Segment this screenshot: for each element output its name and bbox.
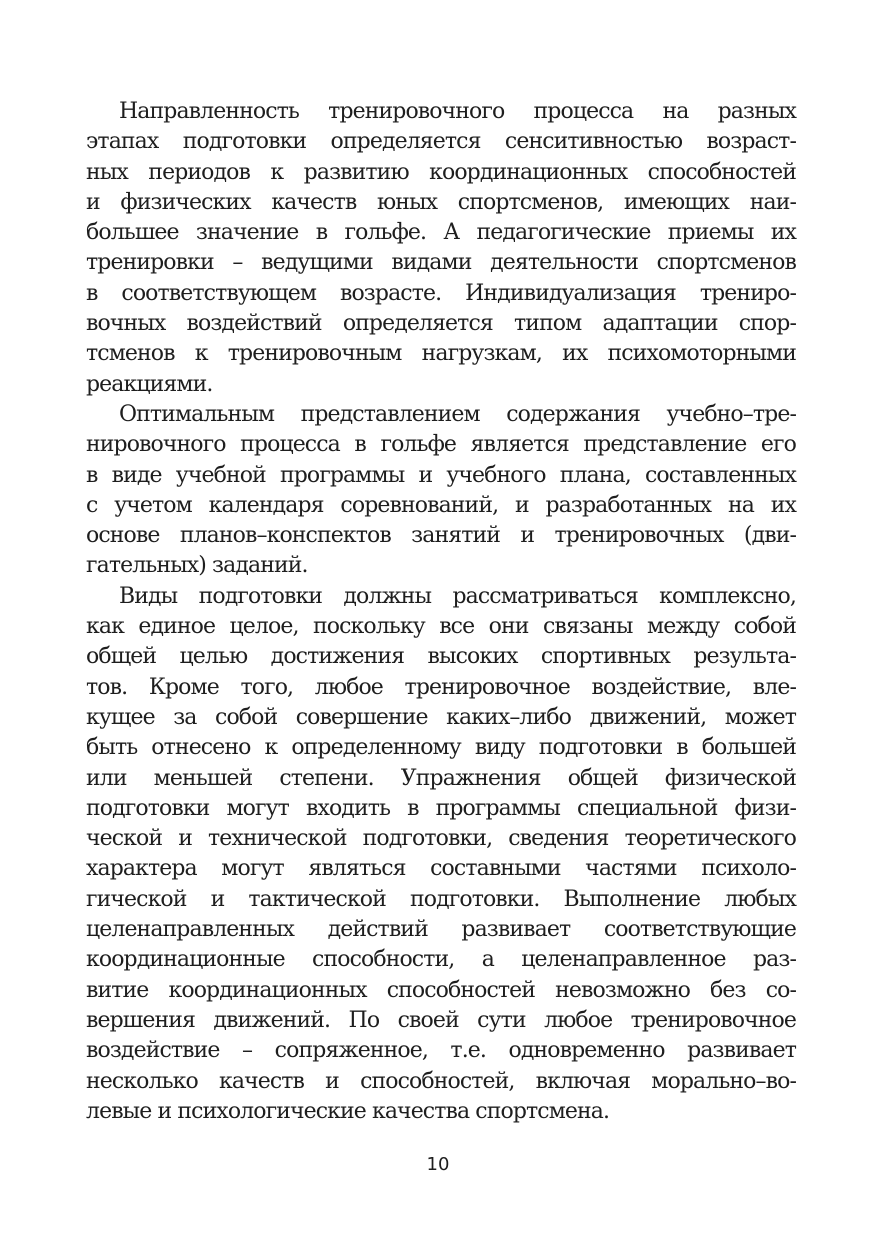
text-line: этапах подготовки определяется сенситивностью возраст- xyxy=(86,129,796,155)
text-line: и физических качеств юных спортсменов, имеющих наи- xyxy=(86,189,796,215)
text-line: целенаправленных действий развивает соответствующие xyxy=(86,917,796,943)
text-line: гательных) заданий. xyxy=(86,553,308,579)
text-line: гической и тактической подготовки. Выполнение любых xyxy=(86,886,796,912)
text-line: основе планов–конспектов занятий и тренировочных (дви- xyxy=(86,523,796,549)
text-line: кущее за собой совершение каких–либо движений, может xyxy=(86,704,796,730)
text-line: или меньшей степени. Упражнения общей физической xyxy=(86,765,796,791)
text-line: тренировки – ведущими видами деятельности спортсменов xyxy=(86,250,796,276)
text-line: реакциями. xyxy=(86,371,213,397)
text-line: воздействие – сопряженное, т.е. одновременно развивает xyxy=(86,1038,796,1064)
text-line: левые и психологические качества спортсмена. xyxy=(86,1098,610,1124)
text-line: с учетом календаря соревнований, и разработанных на их xyxy=(86,492,796,518)
text-line: общей целью достижения высоких спортивных результа- xyxy=(86,644,796,670)
text-line: быть отнесено к определенному виду подготовки в большей xyxy=(86,735,796,761)
text-line: нировочного процесса в гольфе является представление его xyxy=(86,432,796,458)
text-line: как единое целое, поскольку все они связаны между собой xyxy=(86,614,796,640)
text-line: тов. Кроме того, любое тренировочное воздействие, вле- xyxy=(86,674,796,700)
text-line: большее значение в гольфе. А педагогические приемы их xyxy=(86,220,796,246)
text-line: тсменов к тренировочным нагрузкам, их психомоторными xyxy=(86,341,796,367)
text-line: витие координационных способностей невозможно без со- xyxy=(86,977,796,1003)
page-number: 10 xyxy=(426,1154,450,1175)
text-line: в виде учебной программы и учебного плана, составленных xyxy=(86,462,796,488)
text-line: Оптимальным представлением содержания учебно–тре- xyxy=(119,401,796,427)
text-line: Направленность тренировочного процесса на разных xyxy=(119,99,796,124)
text-line: в соответствующем возрасте. Индивидуализация трениро- xyxy=(86,280,796,306)
text-line: несколько качеств и способностей, включая морально–во- xyxy=(86,1068,796,1094)
text-line: вершения движений. По своей сути любое тренировочное xyxy=(86,1007,796,1033)
text-line: ных периодов к развитию координационных способностей xyxy=(86,159,796,185)
text-line: Виды подготовки должны рассматриваться комплексно, xyxy=(119,583,796,609)
paragraph xyxy=(86,400,796,582)
text-line: вочных воздействий определяется типом адаптации спор- xyxy=(86,311,796,337)
body-text xyxy=(86,97,796,1127)
text-line: подготовки могут входить в программы специальной физи- xyxy=(86,795,796,821)
paragraph xyxy=(86,97,796,400)
paragraph xyxy=(86,582,796,1127)
text-line: характера могут являться составными частями психоло- xyxy=(86,856,796,882)
text-line: координационные способности, а целенаправленное раз- xyxy=(86,947,796,973)
text-line: ческой и технической подготовки, сведения теоретического xyxy=(86,826,796,852)
